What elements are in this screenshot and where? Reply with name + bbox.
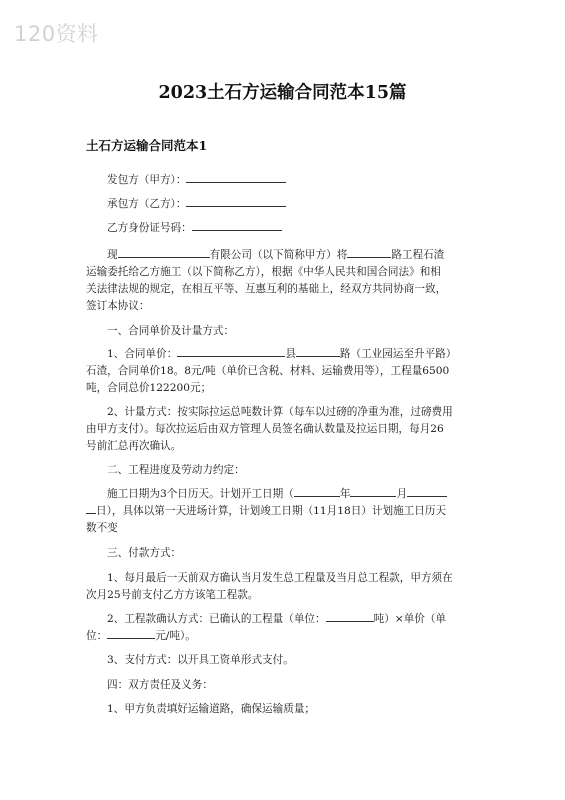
schedule-text-month: 月 [396, 488, 408, 500]
county-blank[interactable] [177, 346, 285, 357]
duty-1-line: 1、甲方负责填好运输道路，确保运输质量； [107, 703, 316, 715]
intro-line-4: 签订本协议： [86, 300, 150, 312]
clause-2-heading: 二、工程进度及劳动力约定： [107, 464, 245, 476]
measure-line-3: 号前汇总再次确认。 [86, 440, 182, 452]
clause-3-heading: 三、付款方式： [107, 547, 182, 559]
day-blank-cont[interactable] [86, 503, 96, 514]
watermark: 120资料 [14, 22, 99, 46]
intro-text-c: 路工程石渣 [391, 249, 445, 261]
unit-price-line-3: 吨，合同总价122200元； [86, 382, 212, 394]
party-b-blank[interactable] [186, 196, 286, 207]
payment-2-text-a: 2、工程款确认方式：已确认的工程量（单位： [107, 613, 326, 625]
intro-line-2: 运输委托给乙方施工（以下简称乙方），根据《中华人民共和国合同法》和相 [86, 266, 441, 278]
party-a-label: 发包方（甲方）： [107, 174, 187, 186]
schedule-line-2 [86, 503, 480, 520]
measure-line-1: 2、计量方式：按实际拉运总吨数计算（每车以过磅的净重为准，过磅费用 [107, 406, 453, 418]
payment-1-line-2: 次月25号前支付乙方方该笔工程款。 [86, 589, 259, 601]
section-heading: 土石方运输合同范本1 [86, 138, 208, 153]
intro-line-3: 关法律法规的规定，在相互平等、互惠互利的基础上，经双方共同协商一致， [86, 283, 447, 295]
intro-text-a: 现 [107, 249, 118, 261]
road-blank[interactable] [347, 247, 391, 258]
schedule-line-1 [86, 486, 501, 503]
unit-blank[interactable] [326, 611, 374, 622]
payment-2-text-d: 元/吨）。 [155, 630, 196, 642]
clause-4-heading: 四：双方责任及义务： [107, 679, 213, 691]
party-a-line [86, 172, 501, 189]
payment-1-line-1: 1、每月最后一天前双方确认当月发生总工程量及当月总工程款，甲方须在 [107, 572, 453, 584]
unit-price-line-2: 石渣，合同单价18。8元/吨（单价已含税、材料、运输费用等），工程量6500 [86, 365, 450, 377]
payment-2-text-c: 位： [86, 630, 108, 642]
payment-2-line-2 [86, 628, 480, 645]
unit-price-line-1 [86, 346, 501, 363]
day-blank[interactable] [407, 486, 447, 497]
intro-text-b: 有限公司（以下简称甲方）将 [209, 249, 348, 261]
month-blank[interactable] [350, 486, 396, 497]
schedule-line-3: 数不变 [86, 522, 118, 534]
road-name-blank[interactable] [296, 346, 340, 357]
party-b-label: 承包方（乙方）： [107, 198, 187, 210]
party-b-line [86, 196, 501, 213]
party-b-id-label: 乙方身份证号码： [107, 222, 192, 234]
unit-price-text-b: 县 [285, 348, 296, 360]
schedule-text-year: 年 [339, 488, 351, 500]
payment-3-line: 3、支付方式：以开具工资单形式支付。 [107, 654, 294, 666]
measure-line-2: 由甲方支付）。每次拉运后由双方管理人员签名确认数量及拉运日期，每月26 [86, 423, 444, 435]
price-blank[interactable] [107, 628, 155, 639]
unit-price-text-a: 1、合同单价： [107, 348, 178, 360]
party-a-blank[interactable] [186, 172, 286, 183]
company-blank[interactable] [118, 247, 210, 258]
party-b-id-line [86, 220, 501, 237]
payment-2-line-1 [86, 611, 501, 628]
clause-1-heading: 一、合同单价及计量方式： [107, 325, 235, 337]
document-title: 2023土石方运输合同范本15篇 [158, 83, 407, 103]
schedule-text-b: 日），具体以第一天进场计算，计划竣工日期（11月18日）计划施工日历天 [96, 505, 447, 517]
schedule-text-a: 施工日期为3个日历天。计划开工日期（ [107, 488, 294, 500]
party-b-id-blank[interactable] [192, 220, 282, 231]
year-blank[interactable] [294, 486, 340, 497]
payment-2-text-b: 吨）×单价（单 [373, 613, 447, 625]
unit-price-text-c: 路（工业园运至升平路） [339, 348, 457, 360]
intro-line-1 [86, 247, 501, 264]
